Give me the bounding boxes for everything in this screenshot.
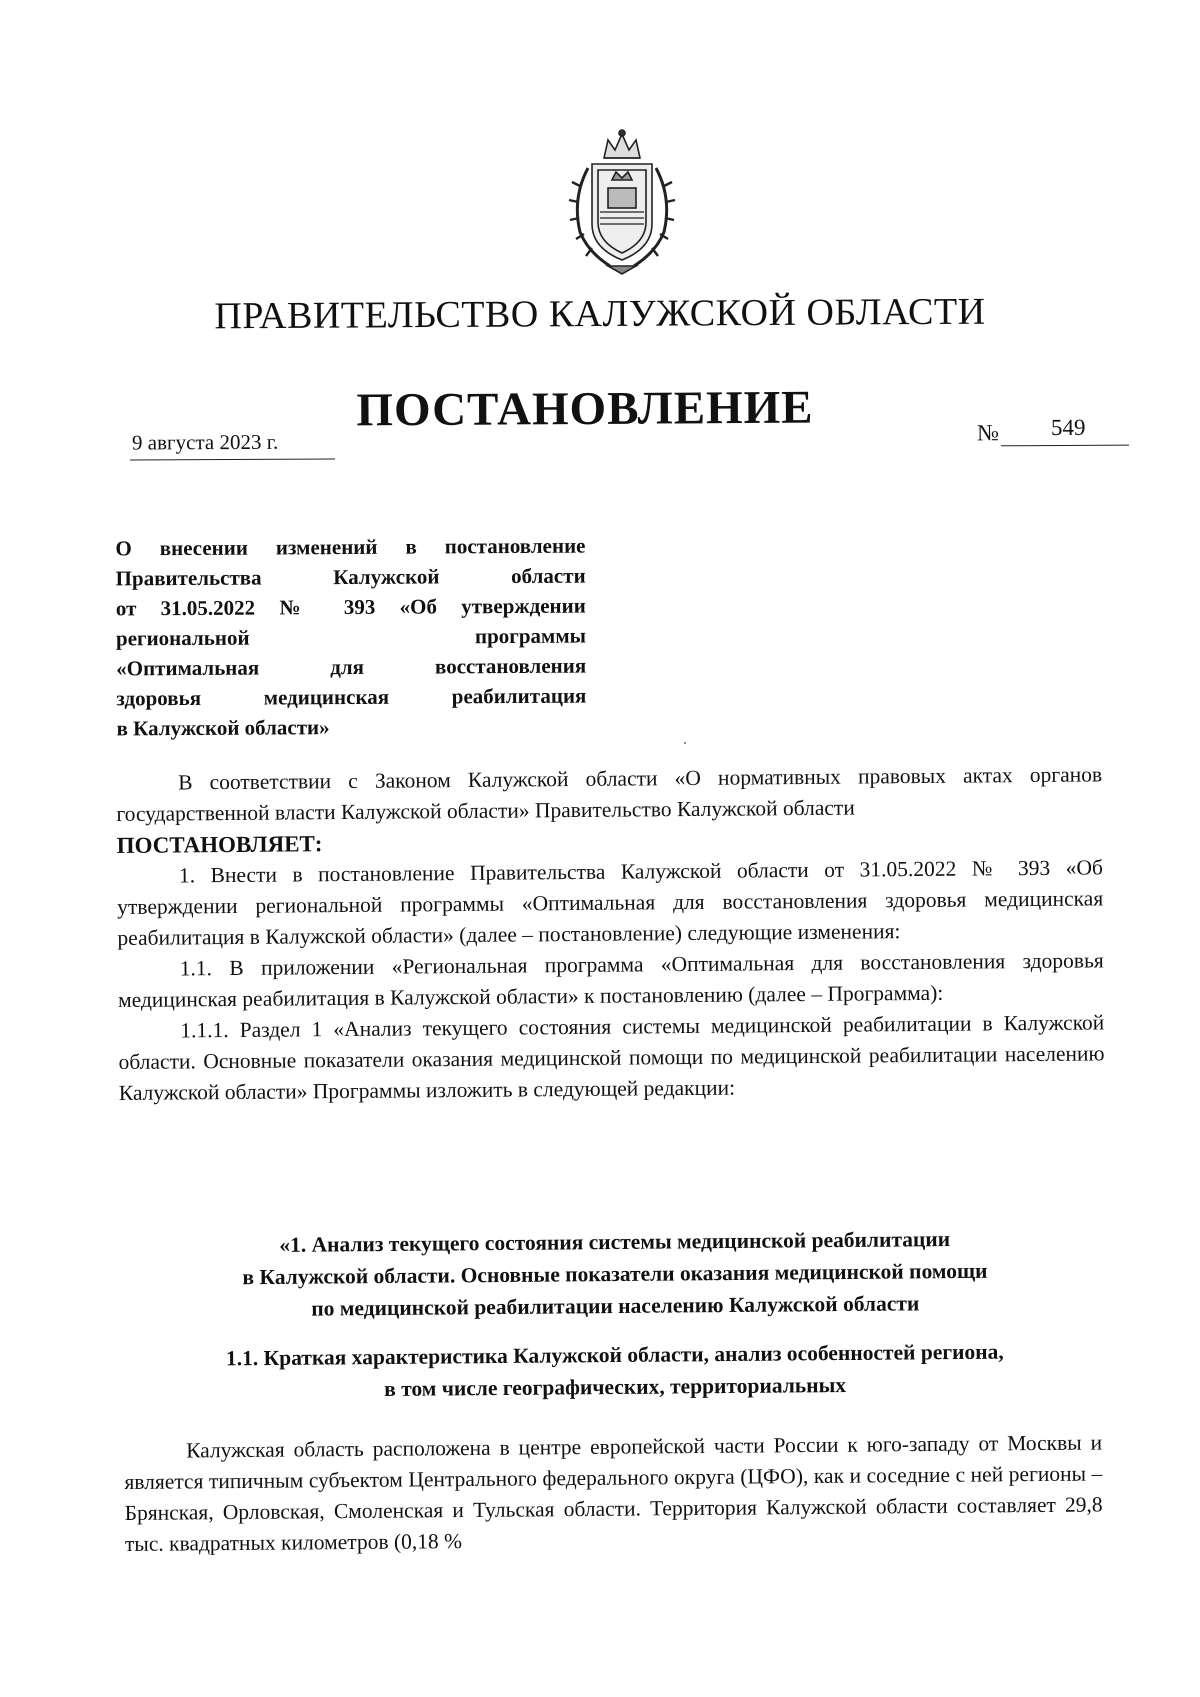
coat-of-arms-emblem [558,128,686,276]
clause-1: 1. Внести в постановление Правительства Калужской области от 31.05.2022 № 393 «Об утверждении региональной программы «Оптимальная для восстановления здоровья медицинская реабилитация в Калужской области» (далее – постановление) следующие изменения: [117,855,1104,950]
document-type: ПОСТАНОВЛЕНИЕ [356,381,814,437]
document-body [116,759,1105,1109]
number-label: № [976,420,1000,446]
heading-line: в том числе географических, территориальных [384,1372,847,1402]
heading-line: по медицинской реабилитации населению Калужской области [311,1291,920,1321]
subject-line: О внесении изменений в постановление [115,533,586,561]
section-1-1-body [124,1427,1103,1560]
heading-line: «1. Анализ текущего состояния системы медицинской реабилитации [279,1227,951,1257]
resolves-heading: ПОСТАНОВЛЯЕТ: [116,831,323,858]
document-subject [115,531,586,744]
heading-line: в Калужской области. Основные показатели оказания медицинской помощи [242,1258,988,1290]
organization-title: ПРАВИТЕЛЬСТВО КАЛУЖСКОЙ ОБЛАСТИ [214,290,986,338]
region-paragraph: Калужская область расположена в центре европейской части России к юго-западу от Москвы и является типичным субъектом Центрального федерального округа (ЦФО), как и соседние с ней регионы – Брянская, Орловская, Смоленская и Тульская области. Территория Калужской области составляет 29,8 тыс. квадратных километров (0,18 % [124,1430,1103,1556]
intro-paragraph: В соответствии с Законом Калужской области «О нормативных правовых актах органов государственной власти Калужской области» Правительство Калужской области [116,762,1103,826]
subject-line: Правительства Калужской области [115,563,586,591]
document-date: 9 августа 2023 г. [130,429,335,460]
clause-1-1-1: 1.1.1. Раздел 1 «Анализ текущего состояния системы медицинской реабилитации в Калужской области. Основные показатели оказания медицинской помощи по медицинской реабилитации населению Калужской области» Программы изложить в следующей редакции: [118,1010,1105,1105]
number-value: 549 [1050,414,1086,441]
clause-1-1: 1.1. В приложении «Региональная программа «Оптимальная для восстановления здоровья медицинская реабилитация в Калужской области» к постановлению (далее – Программа): [117,948,1104,1012]
subject-line: региональной программы [115,623,587,651]
heading-line: 1.1. Краткая характеристика Калужской области, анализ особенностей региона, [225,1339,1004,1371]
section-1-heading [150,1222,1081,1326]
scan-speck [684,742,686,744]
subject-line: здоровья медицинская реабилитация [116,683,587,711]
subject-line: от 31.05.2022 № 393 «Об утверждении [115,593,586,621]
subject-line: «Оптимальная для восстановления [116,653,587,681]
document-number [976,414,1129,447]
section-1-1-heading [150,1335,1081,1407]
subject-line: в Калужской области» [116,715,330,741]
